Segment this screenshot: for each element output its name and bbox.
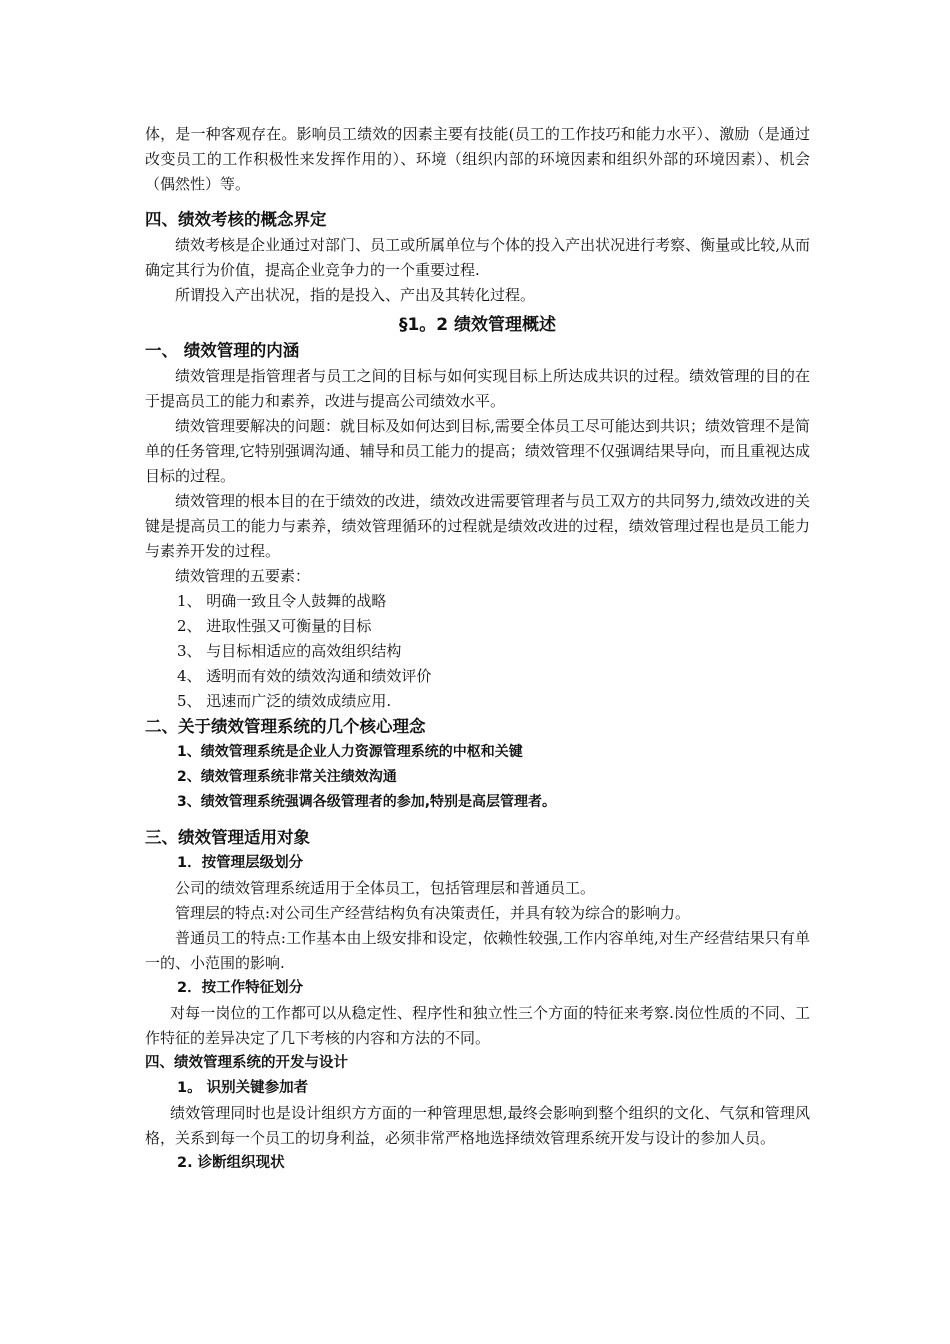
element-item-3: 3、 与目标相适应的高效组织结构 [177, 642, 402, 660]
spacer [145, 197, 810, 207]
chapter-title: §1。2 绩效管理概述 [398, 315, 557, 335]
document-page [145, 122, 810, 1176]
part4-subheading-1: 1。 识别关键参加者 [177, 1080, 309, 1096]
part4-subheading-2: 2. 诊断组织现状 [177, 1155, 285, 1171]
part1-paragraph-2: 绩效管理要解决的问题：就目标及如何达到目标,需要全体员工尽可能达到共识；绩效管理不是简单的任务管理,它特别强调沟通、辅导和员工能力的提高；绩效管理不仅强调结果导向，而且重视达成目标的过程。 [145, 417, 810, 485]
part3-paragraph-2: 管理层的特点:对公司生产经营结构负有决策责任，并具有较为综合的影响力。 [175, 904, 691, 922]
element-item-2: 2、 进取性强又可衡量的目标 [177, 617, 372, 635]
core-idea-1: 1、绩效管理系统是企业人力资源管理系统的中枢和关键 [177, 744, 523, 760]
part4-heading: 四、绩效管理系统的开发与设计 [145, 1055, 348, 1071]
core-idea-3: 3、绩效管理系统强调各级管理者的参加,特别是高层管理者。 [177, 794, 557, 810]
section4-paragraph-2: 所谓投入产出状况，指的是投入、产出及其转化过程。 [175, 286, 536, 304]
element-item-4: 4、 透明而有效的绩效沟通和绩效评价 [177, 667, 432, 685]
part1-paragraph-3: 绩效管理的根本目的在于绩效的改进，绩效改进需要管理者与员工双方的共同努力,绩效改进的关键是提高员工的能力与素养，绩效管理循环的过程就是绩效改进的过程，绩效管理过程也是员工能力与素养开发的过程。 [145, 492, 810, 560]
part3-paragraph-3: 普通员工的特点:工作基本由上级安排和设定，依赖性较强,工作内容单纯,对生产经营结果只有单一的、小范围的影响. [145, 929, 810, 972]
section4-heading: 四、绩效考核的概念界定 [145, 210, 327, 229]
element-item-5: 5、 迅速而广泛的绩效成绩应用. [177, 692, 392, 710]
part3-heading: 三、绩效管理适用对象 [145, 828, 310, 847]
part3-paragraph-4: 对每一岗位的工作都可以从稳定性、程序性和独立性三个方面的特征来考察.岗位性质的不同、工作特征的差异决定了几下考核的内容和方法的不同。 [145, 1004, 810, 1047]
part1-paragraph-1: 绩效管理是指管理者与员工之间的目标与如何实现目标上所达成共识的过程。绩效管理的目的在于提高员工的能力和素养，改进与提高公司绩效水平。 [145, 367, 810, 410]
spacer [145, 815, 810, 825]
section4-paragraph-1: 绩效考核是企业通过对部门、员工或所属单位与个体的投入产出状况进行考察、衡量或比较,从而确定其行为价值，提高企业竞争力的一个重要过程. [145, 236, 810, 279]
core-idea-2: 2、绩效管理系统非常关注绩效沟通 [177, 769, 397, 785]
part1-heading: 一、 绩效管理的内涵 [145, 341, 300, 360]
element-item-1: 1、 明确一致且令人鼓舞的战略 [177, 592, 387, 610]
elements-intro: 绩效管理的五要素： [175, 567, 311, 585]
part4-paragraph-1: 绩效管理同时也是设计组织方方面的一种管理思想,最终会影响到整个组织的文化、气氛和管理风格，关系到每一个员工的切身利益，必须非常严格地选择绩效管理系统开发与设计的参加人员。 [145, 1104, 810, 1147]
part3-subheading-1: 1．按管理层级划分 [177, 855, 304, 871]
part3-paragraph-1: 公司的绩效管理系统适用于全体员工，包括管理层和普通员工。 [175, 879, 596, 897]
part2-heading: 二、关于绩效管理系统的几个核心理念 [145, 717, 426, 736]
part3-subheading-2: 2．按工作特征划分 [177, 980, 304, 996]
intro-paragraph: 体，是一种客观存在。影响员工绩效的因素主要有技能(员工的工作技巧和能力水平）、激励（是通过改变员工的工作积极性来发挥作用的）、环境（组织内部的环境因素和组织外部的环境因素）、机会（偶然性）等。 [145, 125, 810, 193]
